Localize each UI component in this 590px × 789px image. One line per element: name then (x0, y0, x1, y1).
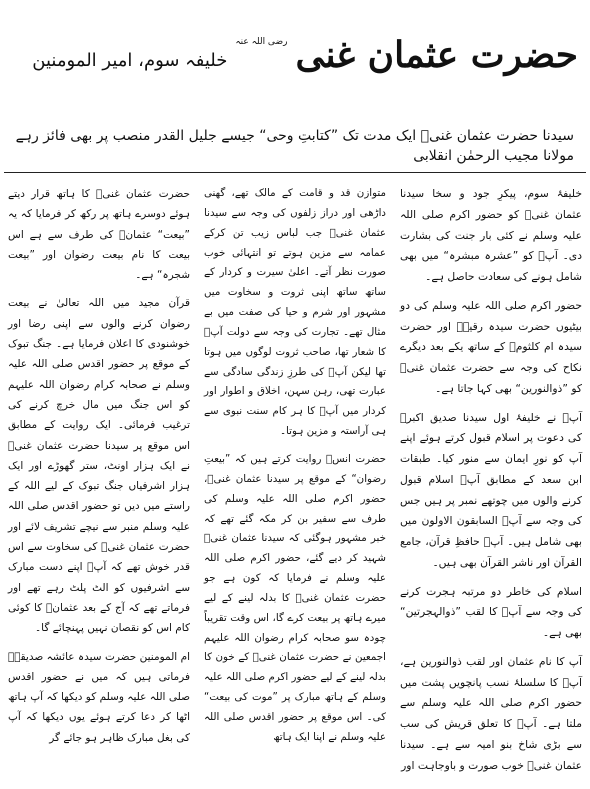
paragraph: حضور اکرم صلی اللہ علیہ وسلم کی دو بیٹیوں حضرت سیدہ رقیہؓ اور حضرت سیدہ ام کلثومؓ کے ساتھ یکے بعد دیگرے نکاح کی وجہ سے حضرت عثمان غنیؓ کو ”ذوالنورین“ بھی کہا جاتا ہے۔ (400, 298, 582, 395)
paragraph: قرآن مجید میں اللہ تعالیٰ نے بیعت رضوان کرنے والوں سے اپنی رضا اور خوشنودی کا اعلان فرمایا ہے۔ جنگ تبوک کے موقع پر حضور اقدس صلی اللہ علیہ وسلم نے صحابہ کرام رضوان اللہ علیہم کو اس جنگ میں مال خرچ کرنے کی ترغیب فرمائی۔ ایک روایت کے مطابق اس موقع پر سیدنا حضرت عثمان غنیؓ نے ایک ہزار اونٹ، ستر گھوڑے اور ایک ہزار اشرفیاں جنگ تبوک کے لیے اللہ کے راستے میں دیں تو حضور اقدس صلی اللہ علیہ وسلم منبر سے نیچے تشریف لائے اور حضرت عثمان غنیؓ کی سخاوت سے اس قدر خوش تھے کہ آپؓ اپنے دست مبارک سے اشرفیوں کو الٹ پلٹ رہے تھے اور فرماتے تھے کہ آج کے بعد عثمانؓ کا کوئی کام اس کو نقصان نہیں پہنچائے گا۔ (8, 297, 190, 635)
header-divider (4, 172, 586, 173)
honorific-mark: رضی اللہ عنہ (235, 37, 288, 47)
paragraph: ام المومنین حضرت سیدہ عائشہ صدیقہؓ فرماتی ہیں کہ میں نے حضور اقدس صلی اللہ علیہ وسلم کو دیکھا کہ آپ ہاتھ اٹھا کر دعا کرتے ہوئے یوں دیکھا کہ آپ کی بغل مبارک ظاہر ہو جائے گر (8, 650, 190, 744)
author-byline: مولانا مجیب الرحمٰن انقلابی (413, 148, 574, 164)
paragraph: حضرت عثمان غنیؓ کا ہاتھ قرار دیتے ہوئے دوسرے ہاتھ پر رکھ کر فرمایا کہ یہ ”بیعت“ عثمانؓ کی طرف سے ہے اس بیعت کا نام بیعت رضوان اور ”بیعت شجرہ“ ہے۔ (8, 188, 190, 282)
article-column-2 (204, 184, 386, 756)
paragraph: خلیفۂ سوم، پیکرِ جود و سخا سیدنا عثمان غنیؓ کو حضور اکرم صلی اللہ علیہ وسلم نے کئی بار جنت کی بشارت دی۔ آپؓ کو ”عشرہ مبشرہ“ میں بھی شامل ہونے کی سعادت حاصل ہے۔ (400, 187, 582, 283)
headline (12, 22, 578, 84)
subheadline: سیدنا حضرت عثمان غنیؓ ایک مدت تک ”کتابتِ وحی“ جیسے جلیل القدر منصب پر بھی فائز رہے (15, 128, 574, 144)
paragraph: متوازن قد و قامت کے مالک تھے، گھنی داڑھی اور دراز زلفوں کی وجہ سے سیدنا عثمان غنیؓ جب لباس زیب تن کرکے عمامہ سے مزین ہوتے تو انتہائی خوب صورت نظر آتے۔ اعلیٰ سیرت و کردار کے ساتھ ساتھ اپنی ثروت و سخاوت میں مشہور اور شرم و حیا کی صفت میں بے مثال تھے۔ تجارت کی وجہ سے دولت آپؓ کا شعار تھا، صاحب ثروت لوگوں میں ہوتا تھا لیکن آپؓ کی طرزِ زندگی سادگی سے عبارت تھی، رہن سہن، اخلاق و اطوار اور کردار میں آپؓ کا ہر کام سنت نبوی سے ہی آراستہ و مزین ہوتا۔ (204, 187, 386, 438)
paragraph: آپ کا نام عثمان اور لقب ذوالنورین ہے، آپؓ کا سلسلۂ نسب پانچویں پشت میں حضور اکرم صلی اللہ علیہ وسلم سے ملتا ہے۔ آپؓ کا تعلق قریش کی سب سے بڑی شاخ بنو امیہ سے ہے۔ سیدنا عثمان غنیؓ خوب صورت و باوجاہت اور (400, 654, 582, 772)
article-column-1 (400, 184, 582, 784)
paragraph: اسلام کی خاطر دو مرتبہ ہجرت کرنے کی وجہ سے آپؓ کا لقب ”ذوالہجرتین“ بھی ہے۔ (400, 584, 582, 639)
headline-main: حضرت عثمان غنی (295, 34, 578, 76)
paragraph: آپؓ نے خلیفۂ اول سیدنا صدیق اکبرؓ کی دعوت پر اسلام قبول کرتے ہوئے اپنے آپ کو نورِ ایمان سے منور کیا۔ طبقات ابن سعد کے مطابق آپؓ اسلام قبول کرنے والوں میں چوتھے نمبر پر ہیں جس کی وجہ سے آپؓ السابقون الاولون میں بھی شامل ہیں۔ آپؓ حافظِ قرآن، جامع القرآن اور ناشر القرآن بھی ہیں۔ (400, 410, 582, 569)
paragraph: حضرت انسؓ روایت کرتے ہیں کہ ”بیعتِ رضوان“ کے موقع پر سیدنا عثمان غنیؓ، حضور اکرم صلی اللہ علیہ وسلم کی طرف سے سفیر بن کر مکہ گئے تھے کہ خبر مشہور ہوگئی کہ سیدنا عثمان غنیؓ شہید کر دیے گئے، حضور اکرم صلی اللہ علیہ وسلم نے فرمایا کہ کون ہے جو حضرت عثمان غنیؓ کا بدلہ لینے کے لیے میرے ہاتھ پر بیعت کرے گا، اس وقت تقریباً چودہ سو صحابہ کرام رضوان اللہ علیہم اجمعین نے حضرت عثمان غنیؓ کے خون کا بدلہ لینے کے لیے حضور اکرم صلی اللہ علیہ وسلم کے ہاتھ مبارک پر ”موت کی بیعت“ کی۔ اس موقع پر حضور اقدس صلی اللہ علیہ وسلم نے اپنا ایک ہاتھ (204, 452, 386, 743)
headline-prefix: خلیفہ سوم، امیر المومنین (32, 50, 228, 71)
article-column-3 (8, 184, 190, 756)
